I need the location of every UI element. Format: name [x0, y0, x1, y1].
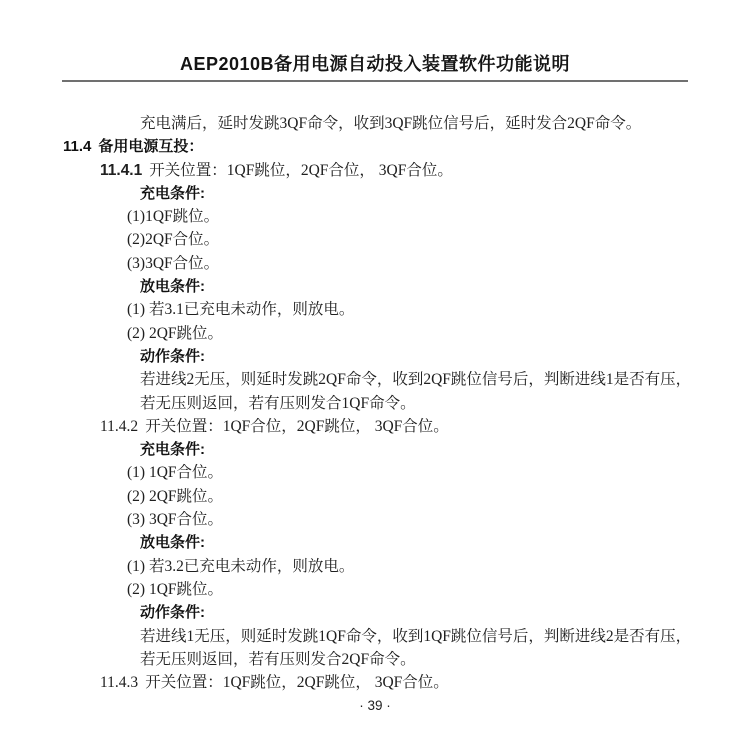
action-text: 若进线2无压，则延时发跳2QF命令，收到2QF跳位信号后，判断进线1是否有压， — [140, 371, 692, 389]
document-title: AEP2010B备用电源自动投入装置软件功能说明 — [179, 54, 571, 74]
intro-line: 充电满后，延时发跳3QF命令，收到3QF跳位信号后，延时发合2QF命令。 — [140, 115, 642, 132]
condition-item: (2) 1QF跳位。 — [127, 580, 224, 598]
section-heading-11-4: 11.4 备用电源互投： — [63, 138, 204, 156]
discharge-condition-heading: 放电条件: — [140, 278, 205, 296]
charge-condition-heading: 充电条件: — [140, 441, 205, 459]
action-condition-heading: 动作条件: — [140, 604, 205, 622]
action-text: 若进线1无压，则延时发跳1QF命令，收到1QF跳位信号后，判断进线2是否有压， — [140, 627, 692, 645]
subsection-heading-11-4-1: 11.4.1 开关位置：1QF跳位，2QF合位， 3QF合位。 — [100, 161, 453, 179]
subsection-heading-11-4-3: 11.4.3 开关位置：1QF跳位，2QF跳位， 3QF合位。 — [100, 674, 449, 692]
condition-item: (3) 3QF合位。 — [127, 511, 224, 529]
condition-item: (2)2QF合位。 — [127, 231, 220, 249]
condition-item: (1)1QF跳位。 — [127, 208, 220, 226]
condition-item: (3)3QF合位。 — [127, 254, 220, 272]
action-text: 若无压则返回，若有压则发合1QF命令。 — [140, 394, 416, 412]
document-body — [0, 112, 750, 694]
condition-item: (1) 若3.2已充电未动作，则放电。 — [127, 557, 355, 575]
discharge-condition-heading: 放电条件: — [140, 534, 205, 552]
condition-item: (1) 1QF合位。 — [127, 464, 224, 482]
page-number: · 39 · — [359, 698, 391, 713]
action-text: 若无压则返回，若有压则发合2QF命令。 — [140, 650, 416, 668]
header-divider — [62, 80, 688, 82]
subsection-heading-11-4-2: 11.4.2 开关位置：1QF合位，2QF跳位， 3QF合位。 — [100, 417, 449, 435]
condition-item: (2) 2QF跳位。 — [127, 324, 224, 342]
action-condition-heading: 动作条件: — [140, 347, 205, 365]
condition-item: (1) 若3.1已充电未动作，则放电。 — [127, 301, 355, 319]
condition-item: (2) 2QF跳位。 — [127, 487, 224, 505]
charge-condition-heading: 充电条件: — [140, 184, 205, 202]
